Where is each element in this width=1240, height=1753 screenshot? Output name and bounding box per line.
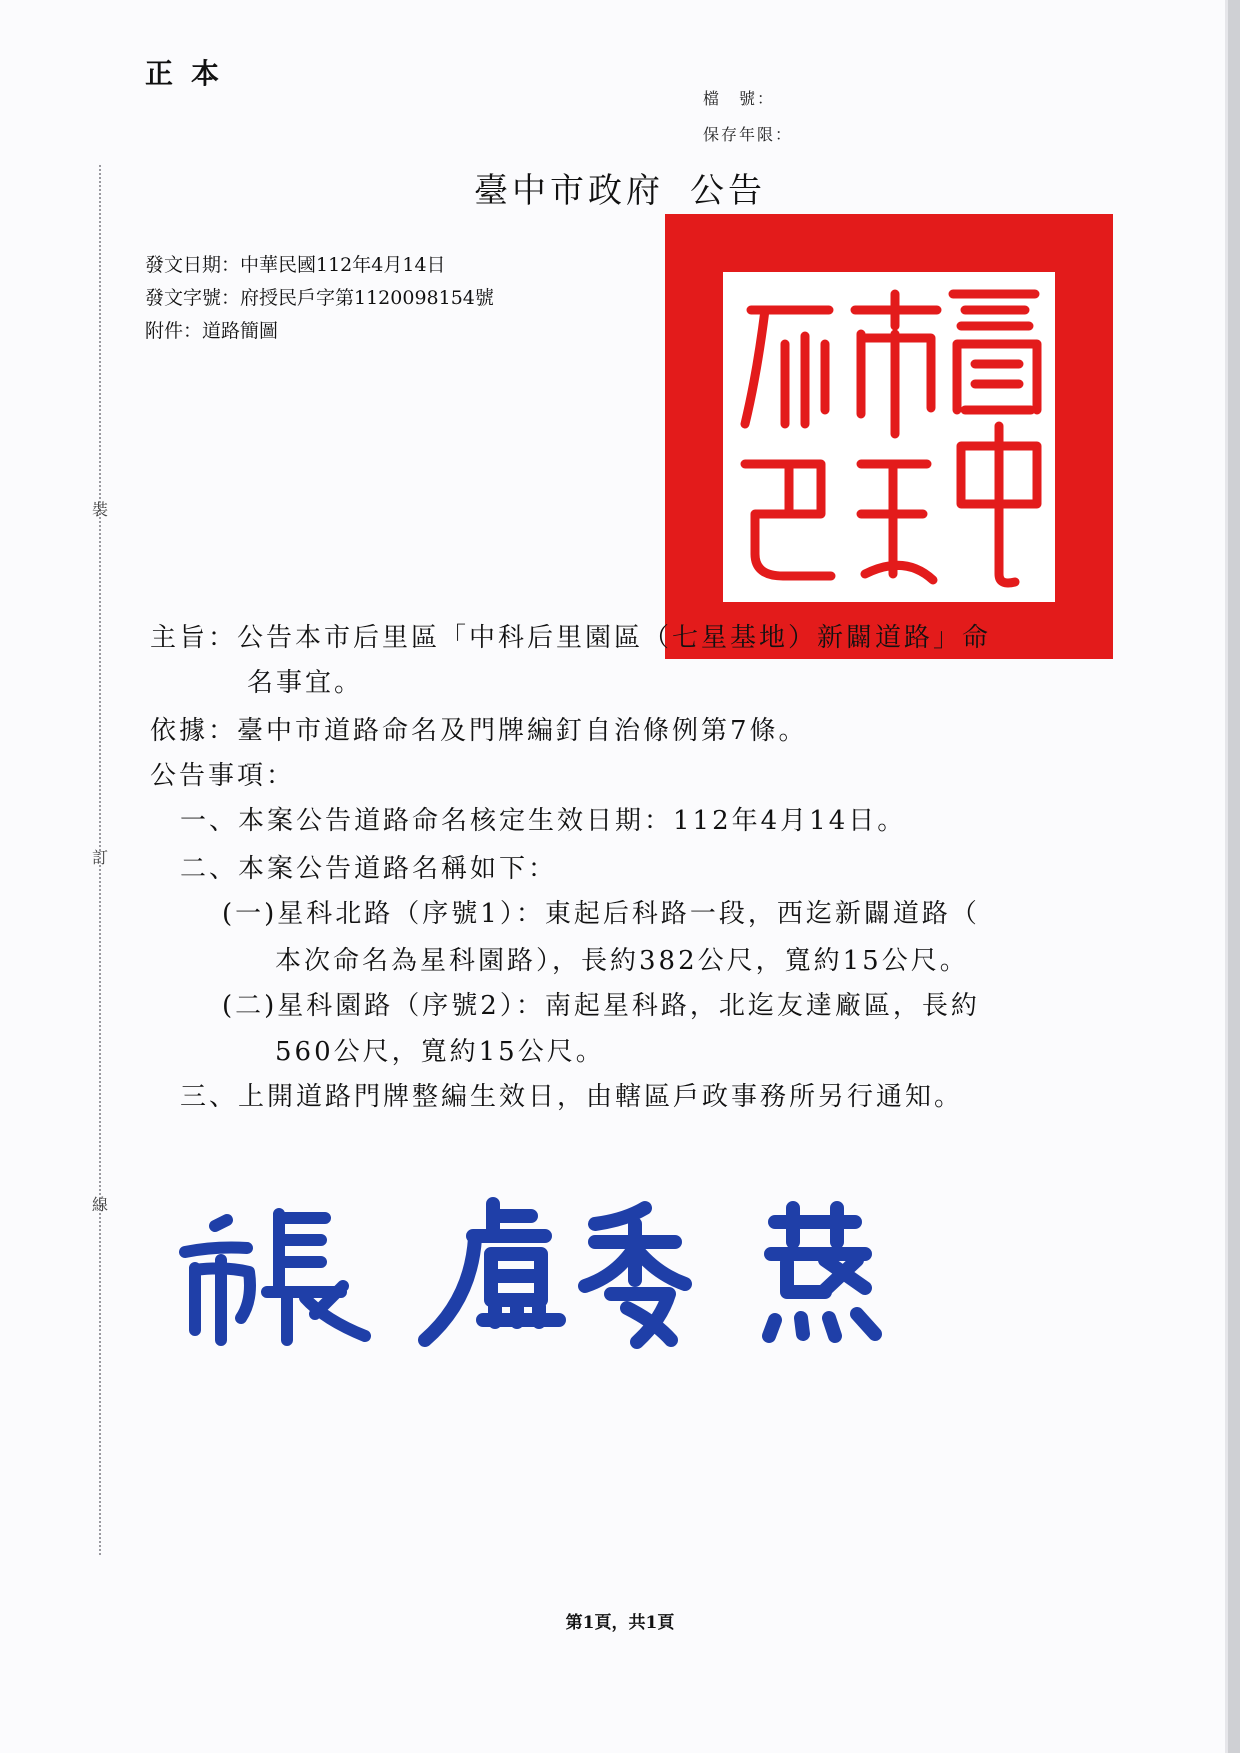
copy-mark: 正本 [145,57,238,90]
seal-graphic [665,214,1113,659]
scan-edge-inner [1225,0,1228,1753]
legal-basis: 依據：臺中市道路命名及門牌編釘自治條例第7條。 [150,716,808,746]
binding-mark-zhuang: 裝 [92,500,109,519]
attachment: 附件：道路簡圖 [145,320,279,342]
item-two: 二、本案公告道路名稱如下： [180,854,558,884]
official-seal [665,214,1113,659]
item-three: 三、上開道路門牌整編生效日，由轄區戶政事務所另行通知。 [180,1082,964,1112]
title-doc-type: 公告 [690,171,766,211]
item-one: 一、本案公告道路命名核定生效日期：112年4月14日。 [180,806,907,836]
item-two-sub-1-line-2: 本次命名為星科園路），長約382公尺，寬約15公尺。 [275,946,969,976]
binding-mark-xian: 線 [92,1195,109,1214]
announcement-items-heading: 公告事項： [150,761,296,791]
item-two-sub-1-line-1: (一)星科北路（序號1）：東起后科路一段，西迄新闢道路（ [222,899,980,929]
page-number: 第1頁，共1頁 [565,1613,675,1633]
signature-graphic [175,1190,975,1350]
archive-retention: 保存年限： [703,125,794,144]
scan-edge [1228,0,1240,1753]
item-two-sub-2-line-1: (二)星科園路（序號2）：南起星科路，北迄友達廠區，長約 [222,991,980,1021]
subject-line-1: 主旨：公告本市后里區「中科后里園區（七星基地）新闢道路」命 [150,623,992,653]
title-agency: 臺中市政府 [474,171,664,211]
mayor-signature-stamp [175,1190,975,1350]
issue-date: 發文日期：中華民國112年4月14日 [145,254,446,276]
binding-mark-ding: 訂 [92,848,109,867]
document-number: 發文字號：府授民戶字第1120098154號 [145,287,494,309]
item-two-sub-2-line-2: 560公尺，寬約15公尺。 [275,1037,605,1067]
page-title [0,163,1240,212]
archive-file-number: 檔 號： [703,89,776,108]
subject-line-2: 名事宜。 [247,668,364,698]
